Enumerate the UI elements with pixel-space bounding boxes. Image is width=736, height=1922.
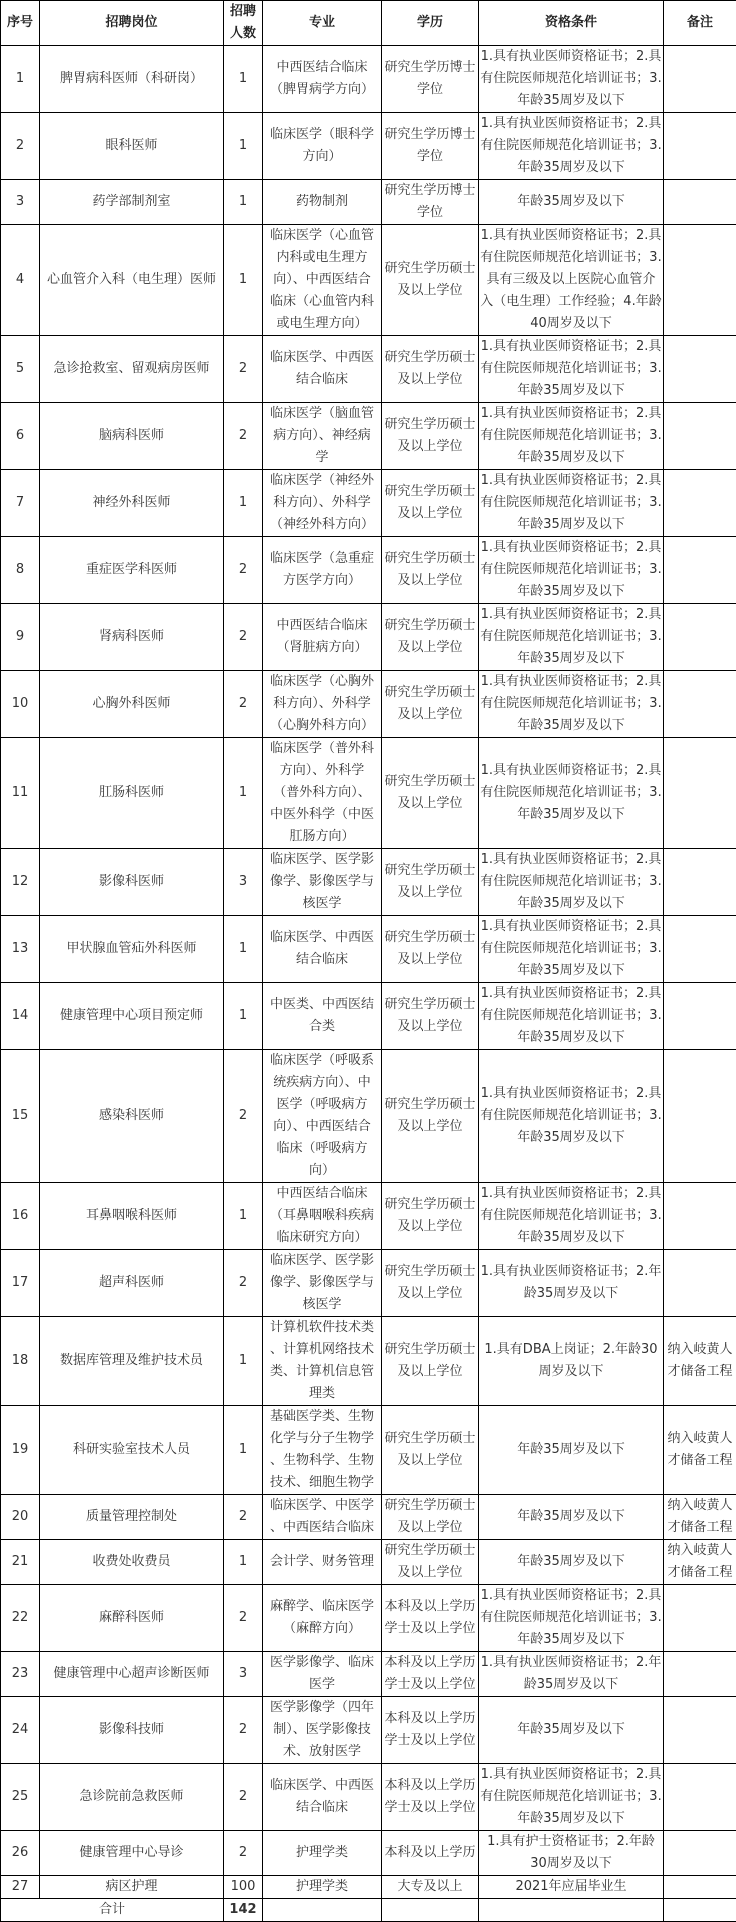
header-major: 专业 <box>263 1 382 46</box>
header-notes: 备注 <box>664 1 736 46</box>
cell-count: 2 <box>224 1495 263 1540</box>
header-index: 序号 <box>1 1 40 46</box>
cell-requirements: 年龄35周岁及以下 <box>479 1697 664 1764</box>
cell-major: 临床医学、中医学 、中西医结合临床 <box>263 1495 382 1540</box>
cell-index: 11 <box>1 738 40 849</box>
header-education: 学历 <box>382 1 479 46</box>
cell-education: 研究生学历硕士 及以上学位 <box>382 537 479 604</box>
table-row <box>1 1540 736 1585</box>
cell-requirements: 年龄35周岁及以下 <box>479 180 664 225</box>
cell-major: 药物制剂 <box>263 180 382 225</box>
cell-major: 临床医学（眼科学 方向） <box>263 113 382 180</box>
cell-index: 20 <box>1 1495 40 1540</box>
cell-position: 肾病科医师 <box>40 604 224 671</box>
table-row <box>1 1250 736 1317</box>
cell-major: 护理学类 <box>263 1876 382 1899</box>
table-row <box>1 470 736 537</box>
cell-index: 2 <box>1 113 40 180</box>
table-row <box>1 983 736 1050</box>
table-row <box>1 671 736 738</box>
cell-count: 1 <box>224 738 263 849</box>
cell-education: 研究生学历硕士 及以上学位 <box>382 1050 479 1183</box>
cell-notes <box>664 537 736 604</box>
cell-notes <box>664 1652 736 1697</box>
cell-notes <box>664 403 736 470</box>
table-row <box>1 916 736 983</box>
cell-education: 研究生学历硕士 及以上学位 <box>382 1495 479 1540</box>
cell-education: 研究生学历硕士 及以上学位 <box>382 1183 479 1250</box>
total-row <box>1 1899 736 1922</box>
header-row <box>1 1 736 46</box>
cell-education: 研究生学历硕士 及以上学位 <box>382 1250 479 1317</box>
cell-count: 1 <box>224 113 263 180</box>
cell-notes <box>664 46 736 113</box>
cell-requirements: 1.具有执业医师资格证书；2.具 有住院医师规范化培训证书；3. 年龄35周岁及以下 <box>479 1050 664 1183</box>
cell-position: 收费处收费员 <box>40 1540 224 1585</box>
cell-count: 2 <box>224 604 263 671</box>
table-row <box>1 1697 736 1764</box>
cell-index: 6 <box>1 403 40 470</box>
cell-requirements: 年龄35周岁及以下 <box>479 1406 664 1495</box>
cell-count: 1 <box>224 180 263 225</box>
cell-education: 研究生学历硕士 及以上学位 <box>382 225 479 336</box>
cell-position: 健康管理中心导诊 <box>40 1831 224 1876</box>
cell-position: 重症医学科医师 <box>40 537 224 604</box>
cell-notes <box>664 916 736 983</box>
header-requirements: 资格条件 <box>479 1 664 46</box>
cell-major: 会计学、财务管理 <box>263 1540 382 1585</box>
table-row <box>1 1495 736 1540</box>
cell-education: 研究生学历博士 学位 <box>382 113 479 180</box>
cell-index: 1 <box>1 46 40 113</box>
cell-requirements: 1.具有执业医师资格证书；2.具 有住院医师规范化培训证书；3. 年龄35周岁及以下 <box>479 849 664 916</box>
cell-index: 26 <box>1 1831 40 1876</box>
table-row <box>1 1652 736 1697</box>
cell-position: 急诊抢救室、留观病房医师 <box>40 336 224 403</box>
cell-education: 研究生学历博士 学位 <box>382 46 479 113</box>
table-row <box>1 1876 736 1899</box>
table-row <box>1 113 736 180</box>
cell-index: 15 <box>1 1050 40 1183</box>
cell-count: 1 <box>224 1540 263 1585</box>
total-count: 142 <box>224 1899 263 1922</box>
cell-major: 临床医学、中西医 结合临床 <box>263 916 382 983</box>
header-count: 招聘 人数 <box>224 1 263 46</box>
cell-count: 2 <box>224 671 263 738</box>
cell-count: 2 <box>224 1585 263 1652</box>
cell-position: 眼科医师 <box>40 113 224 180</box>
cell-index: 14 <box>1 983 40 1050</box>
cell-count: 1 <box>224 983 263 1050</box>
cell-position: 健康管理中心超声诊断医师 <box>40 1652 224 1697</box>
cell-major: 临床医学、中西医 结合临床 <box>263 1764 382 1831</box>
cell-education: 研究生学历硕士 及以上学位 <box>382 1317 479 1406</box>
cell-notes <box>664 1876 736 1899</box>
cell-position: 脑病科医师 <box>40 403 224 470</box>
cell-count: 2 <box>224 537 263 604</box>
cell-requirements: 1.具有执业医师资格证书；2.具 有住院医师规范化培训证书；3. 年龄35周岁及以下 <box>479 336 664 403</box>
table-row <box>1 1764 736 1831</box>
cell-position: 甲状腺血管疝外科医师 <box>40 916 224 983</box>
cell-count: 1 <box>224 916 263 983</box>
cell-education: 研究生学历硕士 及以上学位 <box>382 1406 479 1495</box>
cell-position: 急诊院前急救医师 <box>40 1764 224 1831</box>
cell-requirements: 1.具有执业医师资格证书；2.具 有住院医师规范化培训证书；3. 年龄35周岁及以下 <box>479 403 664 470</box>
cell-position: 数据库管理及维护技术员 <box>40 1317 224 1406</box>
cell-major: 基础医学类、生物 化学与分子生物学 、生物科学、生物 技术、细胞生物学 <box>263 1406 382 1495</box>
table-row <box>1 1183 736 1250</box>
cell-education: 研究生学历硕士 及以上学位 <box>382 671 479 738</box>
cell-notes <box>664 738 736 849</box>
cell-count: 2 <box>224 1831 263 1876</box>
cell-notes <box>664 604 736 671</box>
cell-position: 病区护理 <box>40 1876 224 1899</box>
cell-index: 24 <box>1 1697 40 1764</box>
cell-major: 中西医结合临床 （耳鼻咽喉科疾病 临床研究方向） <box>263 1183 382 1250</box>
cell-position: 心胸外科医师 <box>40 671 224 738</box>
table-body <box>1 46 736 1899</box>
header-position: 招聘岗位 <box>40 1 224 46</box>
cell-education: 本科及以上学历 学士及以上学位 <box>382 1585 479 1652</box>
cell-education: 大专及以上 <box>382 1876 479 1899</box>
table-row <box>1 1585 736 1652</box>
cell-notes <box>664 336 736 403</box>
cell-major: 临床医学（急重症 方医学方向） <box>263 537 382 604</box>
cell-requirements: 1.具有执业医师资格证书；2.年 龄35周岁及以下 <box>479 1652 664 1697</box>
cell-notes <box>664 1050 736 1183</box>
table-row <box>1 225 736 336</box>
cell-education: 研究生学历博士 学位 <box>382 180 479 225</box>
cell-major: 麻醉学、临床医学 （麻醉方向） <box>263 1585 382 1652</box>
cell-position: 耳鼻咽喉科医师 <box>40 1183 224 1250</box>
cell-notes <box>664 180 736 225</box>
table-row <box>1 403 736 470</box>
cell-notes <box>664 1764 736 1831</box>
total-label: 合计 <box>1 1899 224 1922</box>
cell-requirements: 1.具有执业医师资格证书；2.具 有住院医师规范化培训证书；3. 年龄35周岁及以下 <box>479 113 664 180</box>
cell-count: 2 <box>224 403 263 470</box>
cell-requirements: 1.具有执业医师资格证书；2.具 有住院医师规范化培训证书；3. 年龄35周岁及以下 <box>479 671 664 738</box>
cell-index: 7 <box>1 470 40 537</box>
cell-notes <box>664 1250 736 1317</box>
cell-major: 临床医学（心血管 内科或电生理方 向）、中西医结合 临床（心血管内科 或电生理方向） <box>263 225 382 336</box>
cell-notes: 纳入岐黄人 才储备工程 <box>664 1540 736 1585</box>
cell-count: 3 <box>224 849 263 916</box>
cell-index: 21 <box>1 1540 40 1585</box>
cell-major: 临床医学（呼吸系 统疾病方向）、中 医学（呼吸病方 向）、中西医结合 临床（呼吸病方 向） <box>263 1050 382 1183</box>
table-row <box>1 180 736 225</box>
cell-index: 9 <box>1 604 40 671</box>
cell-notes <box>664 849 736 916</box>
cell-major: 临床医学（心胸外 科方向）、外科学 （心胸外科方向） <box>263 671 382 738</box>
cell-requirements: 1.具有执业医师资格证书；2.具 有住院医师规范化培训证书；3. 具有三级及以上医院心血管介 入（电生理）工作经验；4.年龄 40周岁及以下 <box>479 225 664 336</box>
cell-index: 22 <box>1 1585 40 1652</box>
cell-education: 研究生学历硕士 及以上学位 <box>382 336 479 403</box>
cell-position: 健康管理中心项目预定师 <box>40 983 224 1050</box>
cell-count: 1 <box>224 470 263 537</box>
cell-major: 临床医学（脑血管 病方向）、神经病 学 <box>263 403 382 470</box>
table-row <box>1 46 736 113</box>
cell-major: 中西医结合临床 （肾脏病方向） <box>263 604 382 671</box>
cell-count: 1 <box>224 46 263 113</box>
table-row <box>1 537 736 604</box>
cell-major: 临床医学（神经外 科方向）、外科学 （神经外科方向） <box>263 470 382 537</box>
cell-education: 研究生学历硕士 及以上学位 <box>382 403 479 470</box>
cell-position: 麻醉科医师 <box>40 1585 224 1652</box>
empty-cell <box>382 1899 479 1922</box>
cell-index: 12 <box>1 849 40 916</box>
cell-position: 影像科医师 <box>40 849 224 916</box>
cell-count: 1 <box>224 225 263 336</box>
cell-position: 肛肠科医师 <box>40 738 224 849</box>
empty-cell <box>479 1899 664 1922</box>
cell-position: 影像科技师 <box>40 1697 224 1764</box>
cell-major: 医学影像学（四年 制）、医学影像技 术、放射医学 <box>263 1697 382 1764</box>
cell-notes <box>664 671 736 738</box>
cell-major: 临床医学、医学影 像学、影像医学与 核医学 <box>263 1250 382 1317</box>
cell-notes <box>664 1697 736 1764</box>
cell-requirements: 年龄35周岁及以下 <box>479 1540 664 1585</box>
cell-index: 4 <box>1 225 40 336</box>
table-row <box>1 604 736 671</box>
cell-index: 27 <box>1 1876 40 1899</box>
table-row <box>1 738 736 849</box>
cell-requirements: 1.具有执业医师资格证书；2.年 龄35周岁及以下 <box>479 1250 664 1317</box>
cell-notes <box>664 1831 736 1876</box>
cell-index: 25 <box>1 1764 40 1831</box>
cell-education: 本科及以上学历 学士及以上学位 <box>382 1652 479 1697</box>
cell-notes: 纳入岐黄人 才储备工程 <box>664 1406 736 1495</box>
cell-index: 17 <box>1 1250 40 1317</box>
cell-index: 19 <box>1 1406 40 1495</box>
cell-count: 1 <box>224 1183 263 1250</box>
cell-major: 计算机软件技术类 、计算机网络技术 类、计算机信息管 理类 <box>263 1317 382 1406</box>
cell-index: 13 <box>1 916 40 983</box>
cell-requirements: 1.具有执业医师资格证书；2.具 有住院医师规范化培训证书；3. 年龄35周岁及以下 <box>479 537 664 604</box>
cell-position: 科研实验室技术人员 <box>40 1406 224 1495</box>
cell-education: 研究生学历硕士 及以上学位 <box>382 604 479 671</box>
cell-position: 药学部制剂室 <box>40 180 224 225</box>
cell-education: 研究生学历硕士 及以上学位 <box>382 849 479 916</box>
cell-education: 本科及以上学历 学士及以上学位 <box>382 1764 479 1831</box>
cell-index: 16 <box>1 1183 40 1250</box>
cell-notes <box>664 1585 736 1652</box>
cell-education: 研究生学历硕士 及以上学位 <box>382 1540 479 1585</box>
cell-position: 超声科医师 <box>40 1250 224 1317</box>
cell-count: 1 <box>224 1317 263 1406</box>
cell-count: 2 <box>224 1050 263 1183</box>
cell-requirements: 1.具有执业医师资格证书；2.具 有住院医师规范化培训证书；3. 年龄35周岁及以下 <box>479 738 664 849</box>
table-row <box>1 1050 736 1183</box>
cell-education: 本科及以上学历 学士及以上学位 <box>382 1697 479 1764</box>
cell-index: 23 <box>1 1652 40 1697</box>
cell-count: 2 <box>224 336 263 403</box>
cell-major: 中医类、中西医结 合类 <box>263 983 382 1050</box>
cell-position: 脾胃病科医师（科研岗） <box>40 46 224 113</box>
cell-count: 100 <box>224 1876 263 1899</box>
cell-major: 中西医结合临床 （脾胃病学方向） <box>263 46 382 113</box>
table-row <box>1 336 736 403</box>
table-row <box>1 849 736 916</box>
cell-major: 护理学类 <box>263 1831 382 1876</box>
cell-index: 10 <box>1 671 40 738</box>
cell-index: 8 <box>1 537 40 604</box>
cell-education: 研究生学历硕士 及以上学位 <box>382 983 479 1050</box>
cell-notes <box>664 225 736 336</box>
cell-education: 研究生学历硕士 及以上学位 <box>382 470 479 537</box>
cell-count: 1 <box>224 1406 263 1495</box>
cell-requirements: 1.具有执业医师资格证书；2.具 有住院医师规范化培训证书；3. 年龄35周岁及以下 <box>479 46 664 113</box>
cell-position: 质量管理控制处 <box>40 1495 224 1540</box>
cell-education: 本科及以上学历 <box>382 1831 479 1876</box>
cell-count: 2 <box>224 1250 263 1317</box>
cell-index: 5 <box>1 336 40 403</box>
cell-requirements: 1.具有执业医师资格证书；2.具 有住院医师规范化培训证书；3. 年龄35周岁及以下 <box>479 983 664 1050</box>
cell-requirements: 1.具有执业医师资格证书；2.具 有住院医师规范化培训证书；3. 年龄35周岁及以下 <box>479 604 664 671</box>
cell-position: 神经外科医师 <box>40 470 224 537</box>
cell-position: 心血管介入科（电生理）医师 <box>40 225 224 336</box>
table-row <box>1 1406 736 1495</box>
cell-requirements: 1.具有执业医师资格证书；2.具 有住院医师规范化培训证书；3. 年龄35周岁及以下 <box>479 1183 664 1250</box>
cell-count: 2 <box>224 1697 263 1764</box>
cell-notes <box>664 1183 736 1250</box>
cell-notes: 纳入岐黄人 才储备工程 <box>664 1317 736 1406</box>
cell-major: 临床医学（普外科 方向）、外科学 （普外科方向）、 中医外科学（中医 肛肠方向） <box>263 738 382 849</box>
cell-index: 18 <box>1 1317 40 1406</box>
table-row <box>1 1317 736 1406</box>
cell-education: 研究生学历硕士 及以上学位 <box>382 916 479 983</box>
cell-major: 临床医学、医学影 像学、影像医学与 核医学 <box>263 849 382 916</box>
cell-requirements: 1.具有执业医师资格证书；2.具 有住院医师规范化培训证书；3. 年龄35周岁及以下 <box>479 916 664 983</box>
cell-requirements: 年龄35周岁及以下 <box>479 1495 664 1540</box>
cell-requirements: 1.具有执业医师资格证书；2.具 有住院医师规范化培训证书；3. 年龄35周岁及以下 <box>479 470 664 537</box>
cell-major: 临床医学、中西医 结合临床 <box>263 336 382 403</box>
cell-notes <box>664 470 736 537</box>
table-row <box>1 1831 736 1876</box>
cell-notes <box>664 983 736 1050</box>
cell-requirements: 2021年应届毕业生 <box>479 1876 664 1899</box>
cell-education: 研究生学历硕士 及以上学位 <box>382 738 479 849</box>
cell-requirements: 1.具有执业医师资格证书；2.具 有住院医师规范化培训证书；3. 年龄35周岁及以下 <box>479 1585 664 1652</box>
cell-notes <box>664 113 736 180</box>
empty-cell <box>263 1899 382 1922</box>
cell-requirements: 1.具有执业医师资格证书；2.具 有住院医师规范化培训证书；3. 年龄35周岁及以下 <box>479 1764 664 1831</box>
cell-count: 2 <box>224 1764 263 1831</box>
cell-requirements: 1.具有DBA上岗证；2.年龄30 周岁及以下 <box>479 1317 664 1406</box>
cell-index: 3 <box>1 180 40 225</box>
cell-position: 感染科医师 <box>40 1050 224 1183</box>
cell-requirements: 1.具有护士资格证书；2.年龄 30周岁及以下 <box>479 1831 664 1876</box>
empty-cell <box>664 1899 736 1922</box>
cell-major: 医学影像学、临床 医学 <box>263 1652 382 1697</box>
cell-count: 3 <box>224 1652 263 1697</box>
cell-notes: 纳入岐黄人 才储备工程 <box>664 1495 736 1540</box>
